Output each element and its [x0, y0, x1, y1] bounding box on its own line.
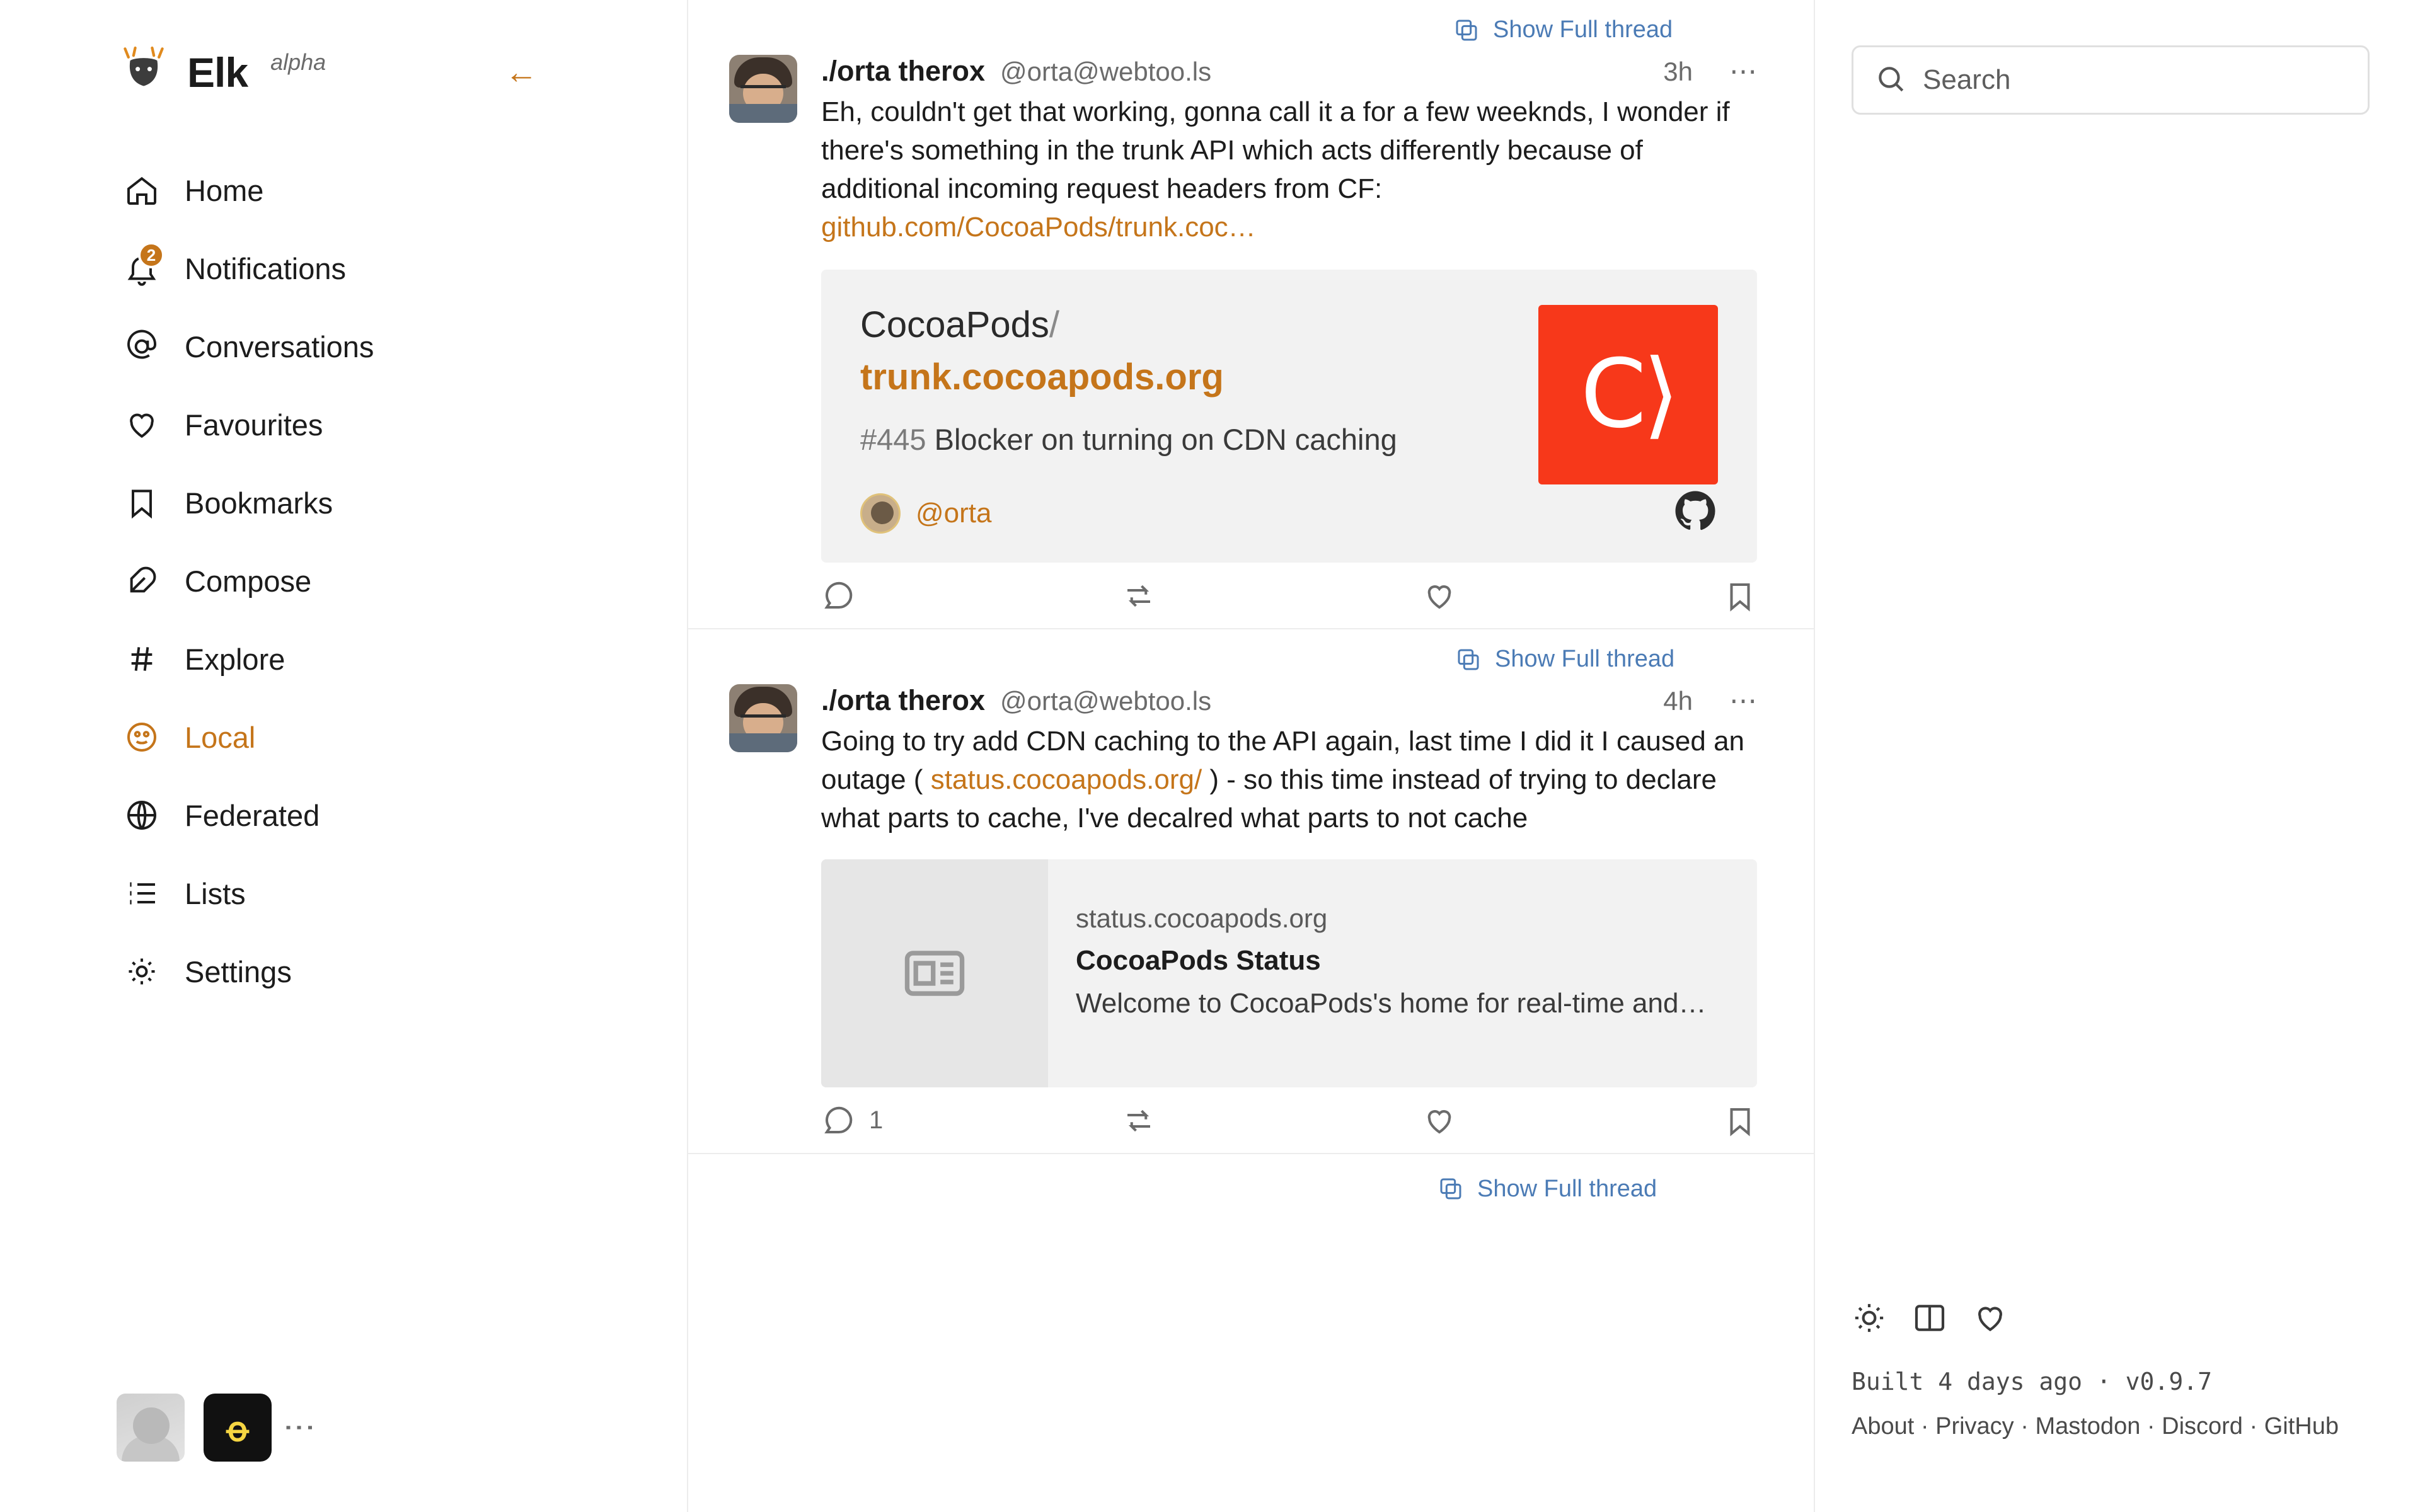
reply-count: 1 [869, 1106, 884, 1135]
show-full-thread-link[interactable] [688, 0, 1814, 49]
sidebar-item-settings[interactable] [0, 932, 687, 1011]
sidebar-item-explore[interactable] [0, 620, 687, 698]
timestamp: 3h [1663, 57, 1693, 86]
right-pane [1815, 0, 2419, 1512]
sidebar-item-label: Compose [185, 564, 312, 598]
sidebar-item-label: Home [185, 173, 264, 207]
more-horizontal-icon[interactable]: ⋯ [1729, 56, 1757, 87]
github-issue-title: Blocker on turning on CDN caching [934, 422, 1397, 456]
sidebar-item-label: Favourites [185, 408, 323, 442]
article-placeholder-icon [821, 859, 1048, 1087]
thread-icon [1438, 1176, 1463, 1201]
reply-button[interactable] [821, 1104, 1122, 1138]
status-header [821, 55, 1757, 88]
account-handle[interactable]: @orta@webtoo.ls [1000, 686, 1212, 716]
avatar [860, 493, 901, 534]
show-full-thread-link[interactable] [688, 1154, 1814, 1208]
display-name[interactable]: ./orta therox [821, 684, 986, 717]
bookmark-button[interactable] [1723, 579, 1757, 613]
sep: · [2014, 1413, 2036, 1440]
github-repo: trunk.cocoapods.org [860, 356, 1224, 398]
avatar[interactable] [729, 684, 797, 752]
github-slash: / [1049, 304, 1059, 345]
status-text [821, 93, 1757, 247]
hash-icon [124, 641, 159, 677]
sidebar-item-compose[interactable] [0, 542, 687, 620]
sidebar-item-label: Notifications [185, 251, 346, 285]
feather-icon [124, 563, 159, 598]
footer-icons [1852, 1300, 2368, 1339]
status-text-tail: ) - so this time instead of trying to declare what parts to cache, I've decalred what parts to not cache [821, 764, 1717, 834]
avatar[interactable] [729, 55, 797, 123]
github-author [860, 493, 1718, 534]
timeline [687, 0, 1815, 1512]
build-info: Built 4 days ago · v0.9.7 [1852, 1368, 2212, 1396]
show-full-thread-label: Show Full thread [1493, 16, 1673, 43]
sidebar-item-local[interactable] [0, 698, 687, 776]
list-icon [124, 876, 159, 911]
link-preview-description: Welcome to CocoaPods's home for real-time and… [1076, 987, 1707, 1019]
sidebar-item-lists[interactable] [0, 854, 687, 932]
status-link[interactable]: github.com/CocoaPods/trunk.coc… [821, 212, 1256, 243]
search-icon [1875, 63, 1906, 98]
home-icon [124, 173, 159, 208]
sidebar-item-federated[interactable] [0, 776, 687, 854]
timestamp: 4h [1663, 686, 1693, 716]
sep: · [1914, 1413, 1936, 1440]
status-text [821, 722, 1757, 837]
footer-link-mastodon[interactable]: Mastodon [2035, 1413, 2141, 1440]
display-name[interactable]: ./orta therox [821, 55, 986, 87]
bookmark-button[interactable] [1723, 1104, 1757, 1138]
search-bar[interactable] [1852, 45, 2370, 115]
footer-links [1852, 1407, 2368, 1446]
notifications-badge: 2 [138, 242, 164, 268]
avatar[interactable] [117, 1394, 185, 1462]
status-body [821, 55, 1757, 628]
sidebar-item-label: Bookmarks [185, 486, 333, 520]
status-text-body: Going to try add CDN caching to the API again, last time I did it I caused an outage ( [821, 726, 1745, 796]
sidebar-item-conversations[interactable] [0, 307, 687, 386]
account-handle[interactable]: @orta@webtoo.ls [1000, 57, 1212, 86]
footer-link-github[interactable]: GitHub [2264, 1413, 2339, 1440]
brand-name: Elk [187, 49, 248, 96]
favourite-button[interactable] [1422, 1104, 1723, 1138]
status-body [821, 684, 1757, 1152]
link-preview-domain: status.cocoapods.org [1076, 903, 1328, 933]
sidebar-item-label: Lists [185, 876, 246, 910]
sep: · [2140, 1413, 2162, 1440]
status-text-body: Eh, couldn't get that working, gonna call it a for a few weeknds, I wonder if there's something in the trunk API which acts differently because of additional incoming request headers from CF: [821, 96, 1730, 205]
brand-tag: alpha [270, 49, 326, 75]
status-header [821, 684, 1757, 717]
status-actions [821, 1104, 1757, 1153]
footer-link-discord[interactable]: Discord [2162, 1413, 2243, 1440]
footer-link-privacy[interactable]: Privacy [1935, 1413, 2014, 1440]
github-owner-label: CocoaPods [860, 304, 1049, 345]
sidebar-item-label: Local [185, 720, 256, 754]
elk-antler-logo [117, 45, 171, 100]
github-issue [860, 420, 1415, 459]
more-vertical-icon[interactable]: ⋮ [282, 1412, 318, 1443]
sidebar-nav [0, 151, 687, 1011]
heart-icon [124, 407, 159, 442]
search-input[interactable] [1923, 64, 2346, 96]
reply-button[interactable] [821, 579, 1122, 613]
link-preview-card[interactable] [821, 859, 1757, 1087]
thread-icon [1456, 647, 1481, 672]
heart-icon[interactable] [1973, 1300, 2008, 1339]
sidebar-footer [117, 1394, 318, 1462]
brand [0, 38, 687, 107]
sidebar-item-label: Explore [185, 642, 285, 676]
at-icon [124, 329, 159, 364]
favourite-button[interactable] [1422, 579, 1723, 613]
show-full-thread-link[interactable] [688, 629, 1814, 678]
more-horizontal-icon[interactable]: ⋯ [1729, 685, 1757, 717]
show-full-thread-label: Show Full thread [1495, 646, 1675, 673]
sidebar-item-notifications[interactable] [0, 229, 687, 307]
sidebar-item-label: Conversations [185, 329, 374, 364]
status-actions [821, 579, 1757, 628]
status-item[interactable] [688, 49, 1814, 628]
local-globe-icon [124, 719, 159, 755]
elk-account-avatar[interactable]: 𝈚 [204, 1394, 272, 1462]
sep: · [2242, 1413, 2264, 1440]
boost-button[interactable] [1122, 579, 1422, 613]
thread-icon [1454, 18, 1479, 43]
cocoapods-logo-icon: C⟩ [1538, 305, 1718, 484]
bell-icon [124, 245, 159, 286]
sidebar-item-home[interactable] [0, 151, 687, 229]
footer-link-about[interactable]: About [1852, 1413, 1915, 1440]
github-author-handle[interactable]: @orta [916, 498, 992, 529]
show-full-thread-label: Show Full thread [1477, 1175, 1657, 1202]
link-preview-body [1048, 859, 1736, 1087]
sidebar [0, 0, 687, 1512]
sidebar-item-favourites[interactable] [0, 386, 687, 464]
github-mark-icon [1673, 488, 1718, 534]
status-link[interactable]: status.cocoapods.org/ [930, 764, 1202, 796]
github-issue-number: #445 [860, 422, 926, 456]
boost-button[interactable] [1122, 1104, 1422, 1138]
link-preview-title: CocoaPods Status [1076, 944, 1321, 976]
arrow-left-icon[interactable]: ← [505, 54, 538, 91]
github-preview-card[interactable] [821, 270, 1757, 563]
bookmark-icon [124, 485, 159, 520]
sun-icon[interactable] [1852, 1300, 1887, 1339]
gear-icon [124, 954, 159, 989]
right-footer [1852, 1300, 2368, 1446]
status-item[interactable] [688, 678, 1814, 1152]
sidebar-item-label: Federated [185, 798, 320, 832]
columns-icon[interactable] [1912, 1300, 1947, 1339]
sidebar-item-label: Settings [185, 954, 292, 988]
globe-icon [124, 798, 159, 833]
sidebar-item-bookmarks[interactable] [0, 464, 687, 542]
